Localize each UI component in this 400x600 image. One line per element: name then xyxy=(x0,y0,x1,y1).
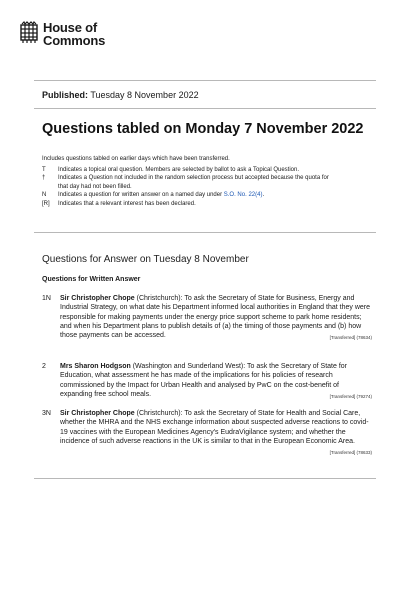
section-subhead: Questions for Written Answer xyxy=(42,276,141,283)
legend xyxy=(42,166,338,208)
published-label: Published: xyxy=(42,90,89,100)
legend-row-quota xyxy=(42,174,338,191)
question-tag: [Transferred] (78634) xyxy=(329,335,372,341)
legend-key: T xyxy=(42,167,46,173)
member-name: Sir Christopher Chope xyxy=(60,410,135,417)
published-line xyxy=(42,90,199,100)
question-item xyxy=(42,294,372,342)
question-item xyxy=(42,409,372,457)
legend-text-wrapper xyxy=(58,191,338,199)
legend-row-topical xyxy=(42,166,338,174)
question-text: To ask the Secretary of State for Business, Energy and Industrial Strategy, on what date his Department informed local authorities in England that they were responsible for making payments under the energy price support scheme to park home residents; and when his Department plans to publish details of (a) the timing of those payments and (b) how those payments can be accessed. xyxy=(60,295,370,340)
constituency: (Christchurch): xyxy=(134,410,183,417)
legend-key: † xyxy=(42,175,46,182)
question-number: 3N xyxy=(42,410,51,417)
question-tag: [Transferred] (79274) xyxy=(329,393,372,399)
house-of-commons-logo xyxy=(19,21,105,47)
logo-line-2: Commons xyxy=(43,33,106,48)
portcullis-icon xyxy=(19,21,39,45)
legend-row-relevant-interest xyxy=(42,200,338,208)
question-body xyxy=(60,409,372,457)
intro-text: Includes questions tabled on earlier days which have been transferred. xyxy=(42,156,230,162)
legend-divider xyxy=(34,232,376,233)
legend-text: Indicates a Question not included in the random selection process but accepted because the quota for that day had not been filled. xyxy=(58,175,329,190)
published-divider xyxy=(34,108,376,109)
question-number: 2 xyxy=(42,363,46,370)
question-number: 1N xyxy=(42,295,51,302)
member-name: Sir Christopher Chope xyxy=(60,295,135,302)
question-text: To ask the Secretary of State for Education, what assessment he has made of the implications for his policies of research commissioned by the Impact for Urban Health and analysed by PwC on the cost-benefit of expanding free school meals. xyxy=(60,363,347,398)
member-name: Mrs Sharon Hodgson xyxy=(60,363,131,370)
legend-text: Indicates a topical oral question. Members are selected by ballot to ask a Topical Question. xyxy=(58,167,300,173)
standing-order-link[interactable]: S.O. No. 22(4) xyxy=(223,192,263,199)
legend-row-named-day xyxy=(42,191,338,199)
published-date: Tuesday 8 November 2022 xyxy=(90,90,199,100)
legend-text: Indicates a question for written answer on a named day under xyxy=(58,192,224,199)
legend-key: N xyxy=(42,192,47,199)
top-divider xyxy=(34,80,376,81)
page-title: Questions tabled on Monday 7 November 2022 xyxy=(42,121,364,137)
logo-line-1: House of xyxy=(43,20,98,35)
constituency: (Washington and Sunderland West): xyxy=(130,363,246,370)
legend-key: [R] xyxy=(42,200,50,207)
question-text: To ask the Secretary of State for Health and Social Care, whether the MHRA and the NHS exchange information about suspected adverse reactions to covid-19 vaccines with the European Medicines Agency's EudraVigilance system; and whether the incidence of such adverse reactions in the UK is similar to that in the European Economic Area. xyxy=(60,410,369,445)
question-body xyxy=(60,362,372,401)
question-item xyxy=(42,362,372,401)
legend-suffix: . xyxy=(262,192,265,199)
question-tag: [Transferred] (78633) xyxy=(329,450,372,456)
bottom-divider xyxy=(34,478,376,479)
logo-wordmark xyxy=(43,21,105,47)
section-title: Questions for Answer on Tuesday 8 November xyxy=(42,254,249,265)
question-body xyxy=(60,294,372,342)
legend-text: Indicates that a relevant interest has been declared. xyxy=(58,200,196,207)
constituency: (Christchurch): xyxy=(134,295,183,302)
